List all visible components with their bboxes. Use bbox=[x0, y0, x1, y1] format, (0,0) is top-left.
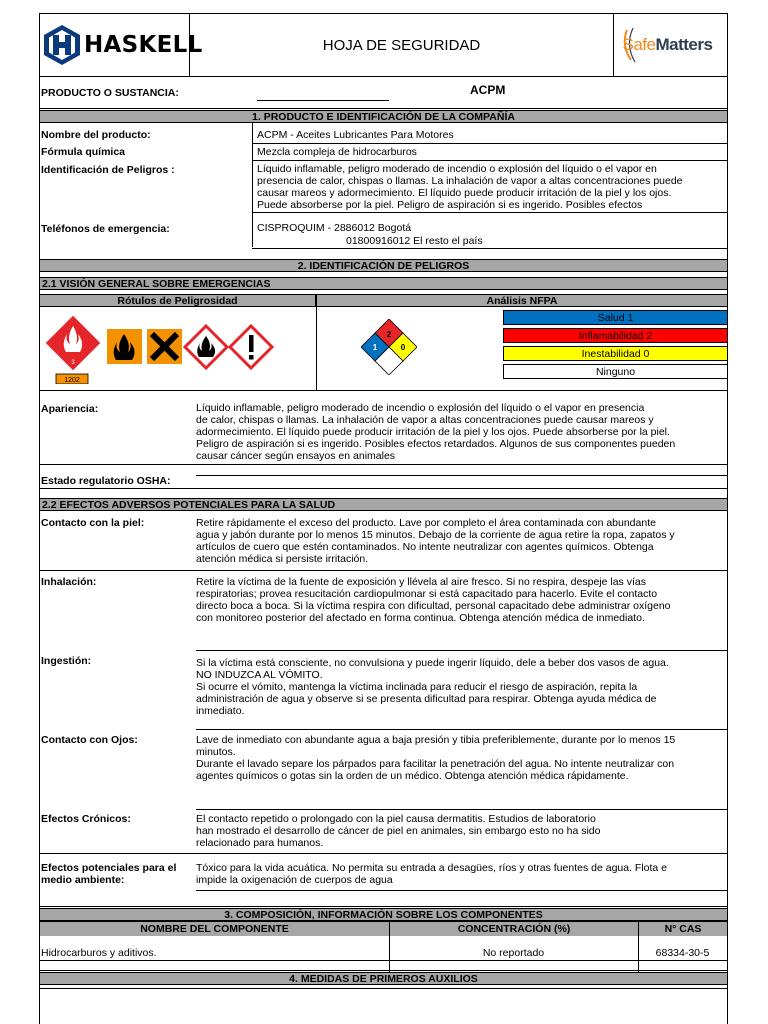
divider bbox=[39, 960, 728, 961]
formula-label: Fórmula química bbox=[41, 146, 126, 158]
environment-line: Tóxico para la vida acuática. No permita su entrada a desagües, ríos y otras fuentes de agua. Flota e bbox=[196, 862, 668, 874]
flammable-orange-icon bbox=[107, 329, 142, 364]
divider bbox=[39, 853, 728, 854]
osha-value-line bbox=[196, 475, 728, 476]
section-2-title: 2. IDENTIFICACIÓN DE PELIGROS bbox=[39, 259, 728, 272]
chronic-effects-label: Efectos Crónicos: bbox=[41, 813, 131, 825]
product-underline bbox=[257, 100, 389, 101]
divider bbox=[39, 988, 728, 989]
nfpa-rating-bar: Inestabilidad 0 bbox=[503, 346, 728, 361]
formula-value: Mezcla compleja de hidrocarburos bbox=[257, 146, 417, 158]
section-4-title: 4. MEDIDAS DE PRIMEROS AUXILIOS bbox=[39, 972, 728, 985]
skin-contact-line: Retire rápidamente el exceso del producto. Lave por completo el área contaminada con abundante bbox=[196, 517, 656, 529]
safety-data-sheet bbox=[39, 13, 728, 1024]
divider bbox=[252, 143, 728, 144]
component-concentration: No reportado bbox=[482, 947, 545, 959]
inhalation-line: Retire la víctima de la fuente de exposición y llévela al aire fresco. Si no respira, despeje las vías bbox=[196, 576, 646, 588]
ghs-flame-icon bbox=[185, 326, 227, 368]
divider bbox=[39, 464, 728, 465]
divider bbox=[252, 160, 728, 161]
divider bbox=[196, 890, 728, 891]
skin-contact-line: atención médica si persiste irritación. bbox=[196, 553, 369, 565]
flammable-liquid-placard-icon bbox=[45, 315, 101, 371]
skin-contact-label: Contacto con la piel: bbox=[41, 517, 145, 529]
nfpa-header: Análisis NFPA bbox=[316, 294, 728, 307]
col-concentration: CONCENTRACIÓN (%) bbox=[390, 922, 639, 936]
appearance-line: Peligro de aspiración si es ingerido. Posibles efectos retardados. Algunos de sus componentes pueden bbox=[196, 438, 676, 450]
nfpa-rating-bar: Inflamabilidad 2 bbox=[503, 328, 728, 343]
col-component-name: NOMBRE DEL COMPONENTE bbox=[40, 922, 390, 936]
components-table-header bbox=[39, 921, 728, 936]
section-1-title: 1. PRODUCTO E IDENTIFICACIÓN DE LA COMPAÑÍA bbox=[39, 110, 728, 123]
osha-label: Estado regulatorio OSHA: bbox=[41, 475, 171, 487]
ingestion-line: Si la víctima está consciente, no convulsiona y puede ingerir líquido, dele a beber dos vasos de agua. bbox=[196, 657, 669, 669]
document-header bbox=[39, 13, 728, 77]
hazard-pictograms bbox=[43, 314, 303, 384]
component-cas: 68334-30-5 bbox=[655, 947, 710, 959]
company-name: HASKELL bbox=[84, 32, 203, 58]
environment-line: impide la oxigenación de cuerpos de agua bbox=[196, 874, 393, 886]
col-cas: N° CAS bbox=[639, 922, 727, 936]
ingestion-line: inmediato. bbox=[196, 705, 245, 717]
appearance-line: Líquido inflamable, peligro moderado de incendio o explosión del líquido o el vapor en presencia bbox=[196, 402, 645, 414]
product-value: ACPM bbox=[470, 83, 506, 97]
environment-label-line: Efectos potenciales para el bbox=[41, 862, 177, 874]
hazard-id-line: presencia de calor, chispas o llamas. La inhalación de vapor a altas concentraciones puede bbox=[257, 175, 683, 187]
divider bbox=[39, 970, 728, 971]
document-title: HOJA DE SEGURIDAD bbox=[190, 14, 614, 76]
components-table-body bbox=[39, 936, 728, 964]
section-2-1-title: 2.1 VISIÓN GENERAL SOBRE EMERGENCIAS bbox=[39, 277, 728, 290]
skin-contact-line: agua y jabón durante por lo menos 15 minutos. Debajo de la corriente de agua retire la ropa, zapatos y bbox=[196, 529, 675, 541]
divider bbox=[196, 809, 728, 810]
nfpa-instability-value: 0 bbox=[400, 343, 406, 352]
harmful-x-icon bbox=[147, 329, 182, 364]
nfpa-flammability-value: 2 bbox=[386, 330, 392, 339]
emergency-phone-line: 01800916012 El resto el país bbox=[346, 235, 483, 247]
product-label: PRODUCTO O SUSTANCIA: bbox=[41, 87, 179, 99]
appearance-line: de calor, chispas o llamas. La inhalación de vapor a altas concentraciones puede causar mareos y bbox=[196, 414, 654, 426]
product-name-label: Nombre del producto: bbox=[41, 129, 151, 141]
environment-label-line: medio ambiente: bbox=[41, 874, 125, 886]
skin-contact-line: artículos de cuero que estén contaminados. No intente neutralizar con agentes químicos. Obtenga bbox=[196, 541, 654, 553]
inhalation-line: respiratorias; provea resucitación cardiopulmonar si está capacitado para hacerlo. Evite el contacto bbox=[196, 588, 658, 600]
chronic-effects-line: El contacto repetido o prolongado con la piel causa dermatitis. Estudios de laboratorio bbox=[196, 813, 596, 825]
divider bbox=[39, 108, 728, 109]
nfpa-rating-bar: Salud 1 bbox=[503, 310, 728, 325]
hazard-id-line: causar mareos y adormecimiento. El líquido puede producir irritación de la piel y los ojos. bbox=[257, 187, 672, 199]
eye-contact-line: Durante el lavado separe los párpados para facilitar la penetración del agua. No intente neutralizar con bbox=[196, 758, 675, 770]
divider bbox=[196, 729, 728, 730]
safematters-logo bbox=[614, 14, 727, 76]
haskell-hex-icon bbox=[42, 24, 82, 66]
frame-right bbox=[727, 77, 728, 1024]
appearance-line: adormecimiento. El líquido puede producir irritación de la piel y los ojos. Puede absorberse por la piel. bbox=[196, 426, 670, 438]
inhalation-line: directo boca a boca. Si la víctima respira con dificultad, personal capacitado debe administrar oxígeno bbox=[196, 600, 671, 612]
eye-contact-line: agentes químicos o gotas sin la orden de un médico. Obtenga atención médica rápidamente. bbox=[196, 770, 629, 782]
ingestion-line: NO INDUZCA AL VÓMITO. bbox=[196, 669, 323, 681]
ingestion-line: administración de agua y observe si se presenta dificultad para respirar. Obtenga ayuda médica de bbox=[196, 693, 657, 705]
section-1-column-divider bbox=[252, 123, 253, 247]
divider bbox=[252, 248, 728, 249]
hazard-id-line: Puede absorberse por la piel. Peligro de aspiración si es ingerido. Posibles efectos bbox=[257, 199, 643, 211]
appearance-label: Apariencia: bbox=[41, 403, 99, 415]
nfpa-diamond-icon bbox=[361, 319, 417, 375]
chronic-effects-line: relacionado para humanos. bbox=[196, 837, 324, 849]
eye-contact-line: minutos. bbox=[196, 746, 236, 758]
safematters-safe: Safe bbox=[622, 35, 656, 54]
ingestion-line: Si ocurre el vómito, mantenga la víctima inclinada para reducir el riesgo de aspiración, repita la bbox=[196, 681, 638, 693]
ghs-exclamation-icon bbox=[230, 326, 272, 368]
product-name-value: ACPM - Aceites Lubricantes Para Motores bbox=[257, 129, 454, 141]
section-3-title: 3. COMPOSICIÓN, INFORMACIÓN SOBRE LOS COMPONENTES bbox=[39, 908, 728, 921]
hazard-id-line: Líquido inflamable, peligro moderado de incendio o explosión del líquido o el vapor en bbox=[257, 163, 657, 175]
inhalation-label: Inhalación: bbox=[41, 576, 97, 588]
eye-contact-label: Contacto con Ojos: bbox=[41, 734, 138, 746]
safematters-matters: Matters bbox=[655, 35, 713, 54]
divider bbox=[39, 570, 728, 571]
un-number: 1202 bbox=[64, 377, 80, 384]
appearance-line: causar cáncer según ensayos en animales bbox=[196, 450, 396, 462]
divider bbox=[39, 390, 728, 391]
nfpa-rating-bar: Ninguno bbox=[503, 364, 728, 379]
haskell-logo bbox=[40, 14, 203, 76]
hazard-id-label: Identificación de Peligros : bbox=[41, 164, 175, 176]
emergency-phone-line: CISPROQUIM - 2886012 Bogotá bbox=[257, 222, 412, 234]
divider bbox=[39, 488, 728, 489]
emergency-phone-label: Teléfonos de emergencia: bbox=[41, 223, 170, 235]
nfpa-health-value: 1 bbox=[372, 343, 378, 352]
frame-left bbox=[39, 77, 40, 1024]
rotulos-header: Rótulos de Peligrosidad bbox=[39, 294, 316, 307]
svg-text:3: 3 bbox=[71, 360, 75, 366]
divider bbox=[316, 307, 317, 390]
divider bbox=[39, 906, 728, 907]
component-name: Hidrocarburos y aditivos. bbox=[41, 947, 157, 959]
inhalation-line: con monitoreo posterior del afectado en forma continua. Obtenga atención médica de inmediato. bbox=[196, 612, 645, 624]
eye-contact-line: Lave de inmediato con abundante agua a baja presión y tibia preferiblemente, durante por lo menos 15 bbox=[196, 734, 676, 746]
section-2-2-title: 2.2 EFECTOS ADVERSOS POTENCIALES PARA LA SALUD bbox=[39, 498, 728, 511]
divider bbox=[252, 212, 728, 213]
ingestion-label: Ingestión: bbox=[41, 655, 92, 667]
divider bbox=[196, 650, 728, 651]
chronic-effects-line: han mostrado el desarrollo de cáncer de piel en animales, sin embargo esto no ha sido bbox=[196, 825, 601, 837]
